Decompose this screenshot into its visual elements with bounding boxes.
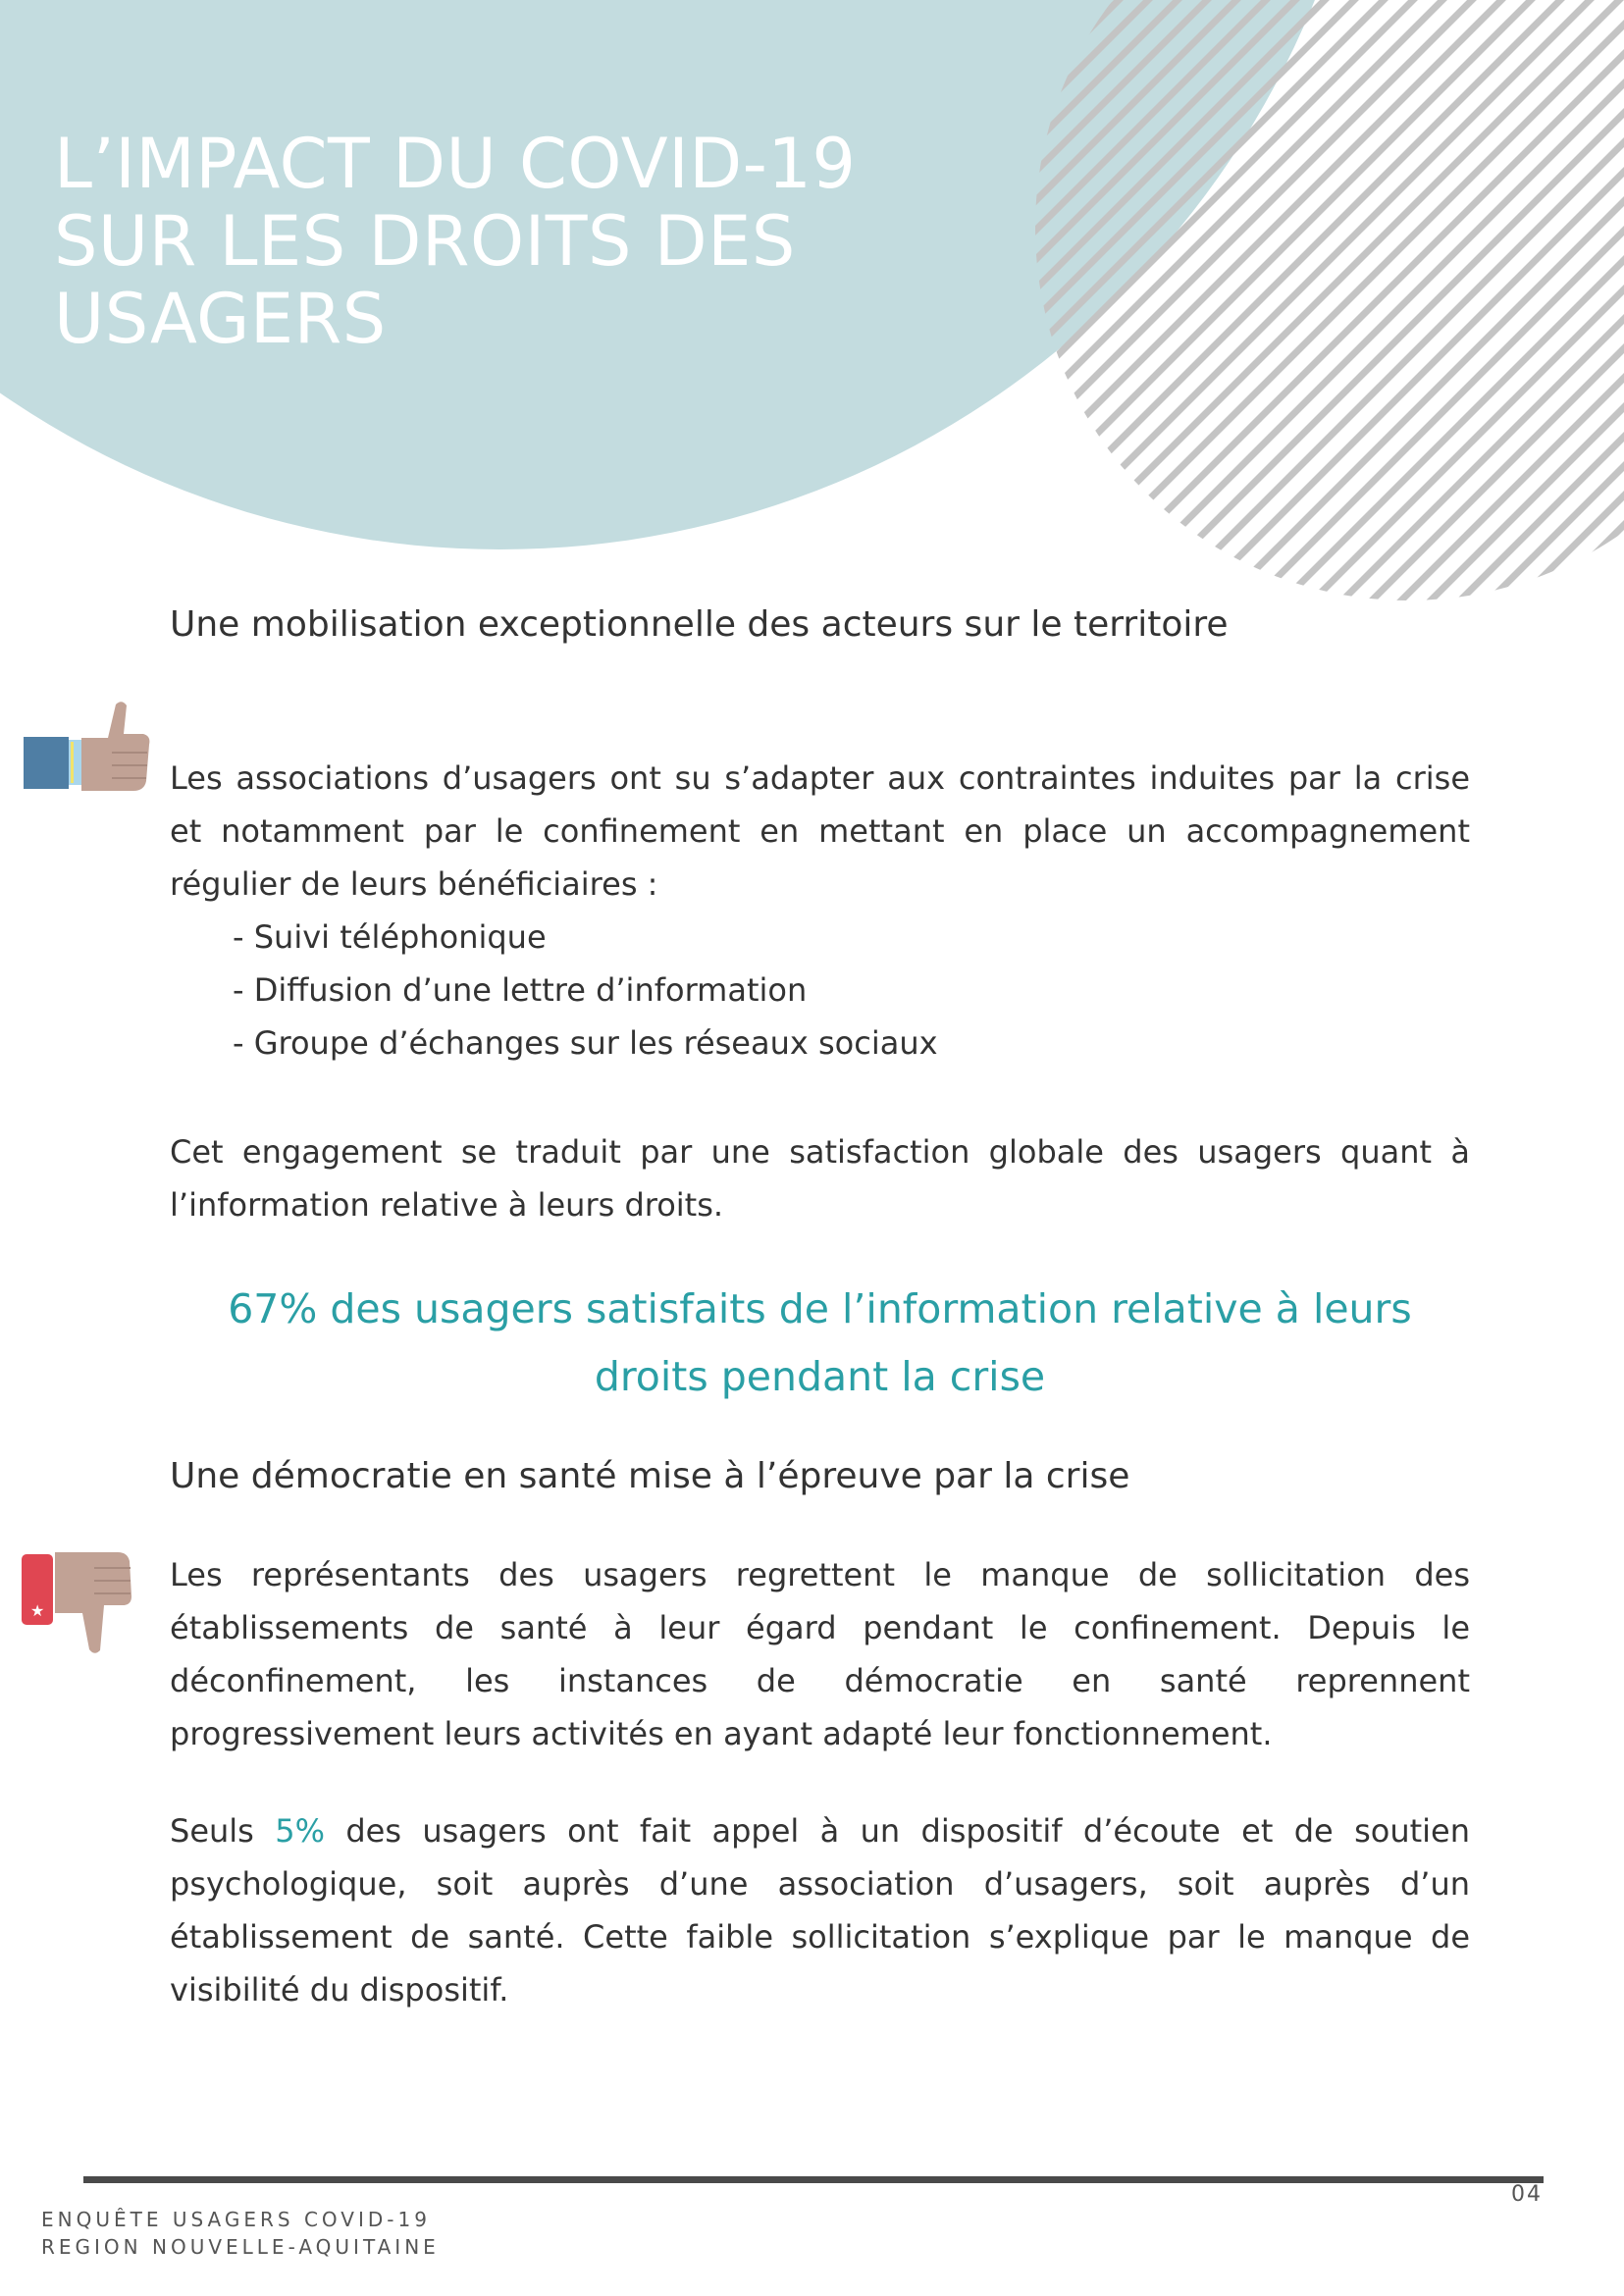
soutien-paragraph	[170, 1804, 1470, 2016]
list-item: - Suivi téléphonique	[233, 918, 547, 956]
engagement-paragraph: Cet engagement se traduit par une satisfaction globale des usagers quant à l’information relative à leurs droits.	[170, 1133, 1470, 1224]
star-icon: ★	[30, 1601, 45, 1620]
cuff-stripe-shape	[71, 742, 74, 783]
page-number: 04	[1511, 2182, 1543, 2207]
footer-survey-title: ENQUÊTE USAGERS COVID-19	[41, 2208, 431, 2231]
satisfaction-highlight: 67% des usagers satisfaits de l’information relative à leurs droits pendant la crise	[228, 1285, 1412, 1400]
thumbs-down-icon	[20, 1548, 147, 1656]
support-actions-list	[233, 911, 938, 1070]
list-item: - Groupe d’échanges sur les réseaux sociaux	[233, 1024, 938, 1062]
cuff-shape	[69, 740, 81, 785]
section-heading-mobilisation: Une mobilisation exceptionnelle des acteurs sur le territoire	[170, 604, 1229, 645]
page-title: L’IMPACT DU COVID-19 SUR LES DROITS DES USAGERS	[54, 124, 857, 359]
footer-region: REGION NOUVELLE-AQUITAINE	[41, 2235, 440, 2259]
stat-suffix-text: des usagers ont fait appel à un dispositif d’écoute et de soutien psychologique, soit auprès d’une association d’usagers, soit auprès d’un établissement de santé. Cette faible sollicitation s’explique par le manque de visibilité du dispositif.	[170, 1812, 1471, 2009]
thumbs-up-icon	[22, 699, 154, 802]
list-item: - Diffusion d’une lettre d’information	[233, 971, 808, 1009]
intro-paragraph: Les associations d’usagers ont su s’adapter aux contraintes induites par la crise et notamment par le confinement en mettant en place un accompagnement régulier de leurs bénéficiaires :	[170, 759, 1470, 903]
democratie-paragraph: Les représentants des usagers regrettent le manque de sollicitation des établissements de santé à leur égard pendant le confinement. Depuis le déconfinement, les instances de démocratie en santé reprennent progressivement leurs activités en ayant adapté leur fonctionnement.	[170, 1556, 1470, 1752]
stat-prefix-text: Seuls	[170, 1812, 276, 1850]
section-heading-democratie: Une démocratie en santé mise à l’épreuve par la crise	[170, 1456, 1130, 1496]
sleeve-shape	[24, 737, 69, 789]
footer-divider	[83, 2176, 1544, 2183]
stat-value: 5%	[275, 1812, 325, 1850]
